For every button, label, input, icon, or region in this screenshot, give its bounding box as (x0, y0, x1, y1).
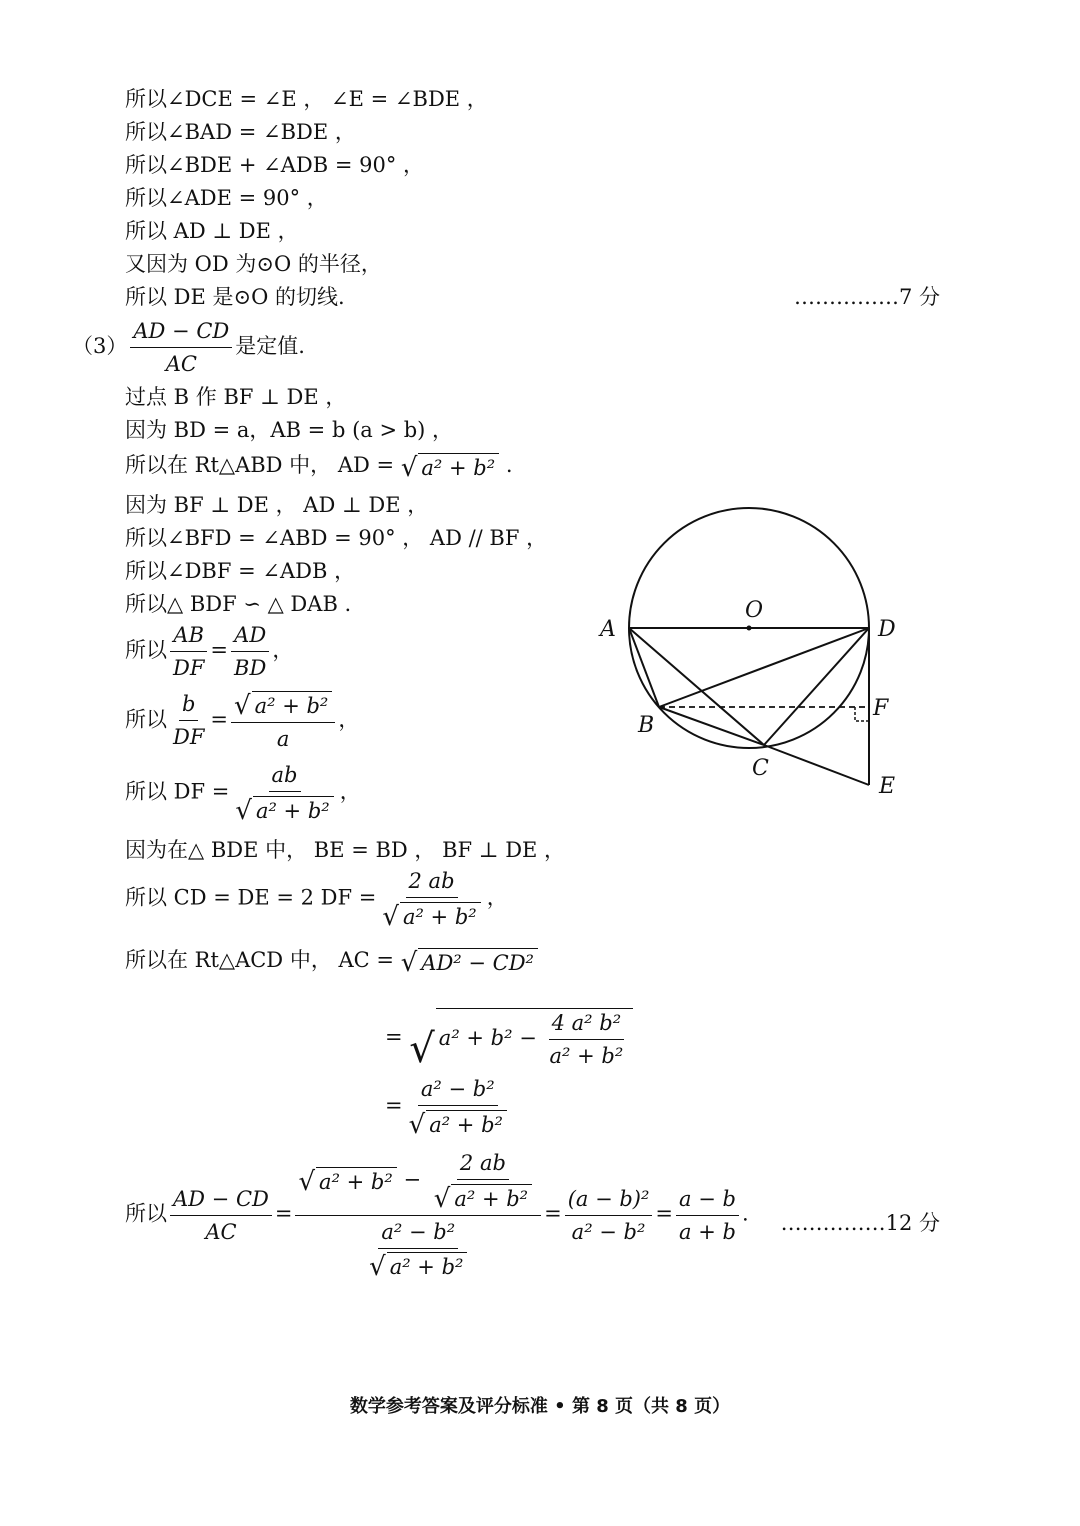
label-d: D (878, 617, 896, 642)
right-angle-mark (855, 707, 869, 721)
proof-line-7: 所以 DE 是⊙O 的切线. (125, 285, 345, 309)
step-4: 因为 BF ⊥ DE ， AD ⊥ DE ， (125, 493, 429, 517)
step-1: 过点 B 作 BF ⊥ DE ， (125, 385, 347, 409)
step-6: 所以∠DBF = ∠ADB ， (125, 559, 356, 583)
segment-bc (659, 707, 764, 745)
label-o: O (745, 598, 764, 623)
step-11: 因为在△ BDE 中， BE = BD ， BF ⊥ DE ， (125, 838, 566, 862)
geometry-figure (580, 495, 920, 815)
segment-bd (659, 628, 869, 707)
step-3: 所以在 Rt△ABD 中， AD = √ a² + b² . (125, 452, 513, 483)
eq-line-1: = √ a² + b² − $\frac{\text{4 a² b²}}{\text{a² + b²}}$ (385, 1008, 633, 1069)
proof-line-1: 所以∠DCE = ∠E ， ∠E = ∠BDE ， (125, 87, 488, 111)
proof-line-2: 所以∠BAD = ∠BDE ， (125, 120, 356, 144)
compound-fraction: √ a² + b² − 2 ab √ a² + b² a² − b² √ a² + b² (295, 1150, 541, 1280)
step-9: 所以 $\frac{b}{DF}$ = √ a² + b² a ， (125, 690, 360, 751)
claim-text: 是定值. (235, 334, 305, 358)
proof-line-5: 所以 AD ⊥ DE ， (125, 219, 299, 243)
step-13: 所以在 Rt△ACD 中， AC = √ AD² − CD² (125, 945, 538, 976)
claim-fraction: $\frac{AD - CD}{AC}$ (130, 318, 232, 377)
label-b: B (638, 713, 655, 738)
step-2: 因为 BD = a，AB = b (a > b) ， (125, 418, 454, 442)
part3-claim (72, 318, 305, 377)
step-8: 所以 $\frac{AB}{DF}$ = $\frac{AD}{BD}$ ， (125, 623, 294, 680)
proof-line-4: 所以∠ADE = 90° ， (125, 186, 328, 210)
final-equation: 所以 $\frac{AD - CD}{AC}$ = √ a² + b² − 2 ab √ a² + b² a² − b² √ a² + b² = $\frac{\text{(a − b)²}}{\text{a² − b²}}$ = $\frac{a - b}{a + b}$ . (125, 1151, 749, 1282)
page-footer: 数学参考答案及评分标准 • 第 8 页（共 8 页） (349, 1396, 731, 1417)
label-e: E (879, 774, 896, 799)
center-dot (747, 626, 752, 631)
step-12: 所以 CD = DE = 2 DF = 2 ab √ a² + b² ， (125, 869, 508, 932)
score-12: ……………12 分 (780, 1211, 940, 1235)
step-5: 所以∠BFD = ∠ABD = 90° ， AD // BF ， (125, 526, 548, 550)
eq-line-2: = a² − b² √ a² + b² (385, 1076, 513, 1138)
segment-ce (764, 745, 869, 785)
label-a: A (600, 617, 616, 642)
proof-line-3: 所以∠BDE + ∠ADB = 90° ， (125, 153, 425, 177)
label-c: C (752, 756, 769, 781)
label-f: F (873, 696, 889, 721)
proof-line-6: 又因为 OD 为⊙O 的半径， (125, 252, 382, 276)
step-7: 所以△ BDF ∽ △ DAB . (125, 592, 352, 616)
score-7: ……………7 分 (793, 285, 940, 309)
part-label: （3） (72, 334, 128, 358)
step-10: 所以 DF = ab √ a² + b² ， (125, 763, 361, 826)
